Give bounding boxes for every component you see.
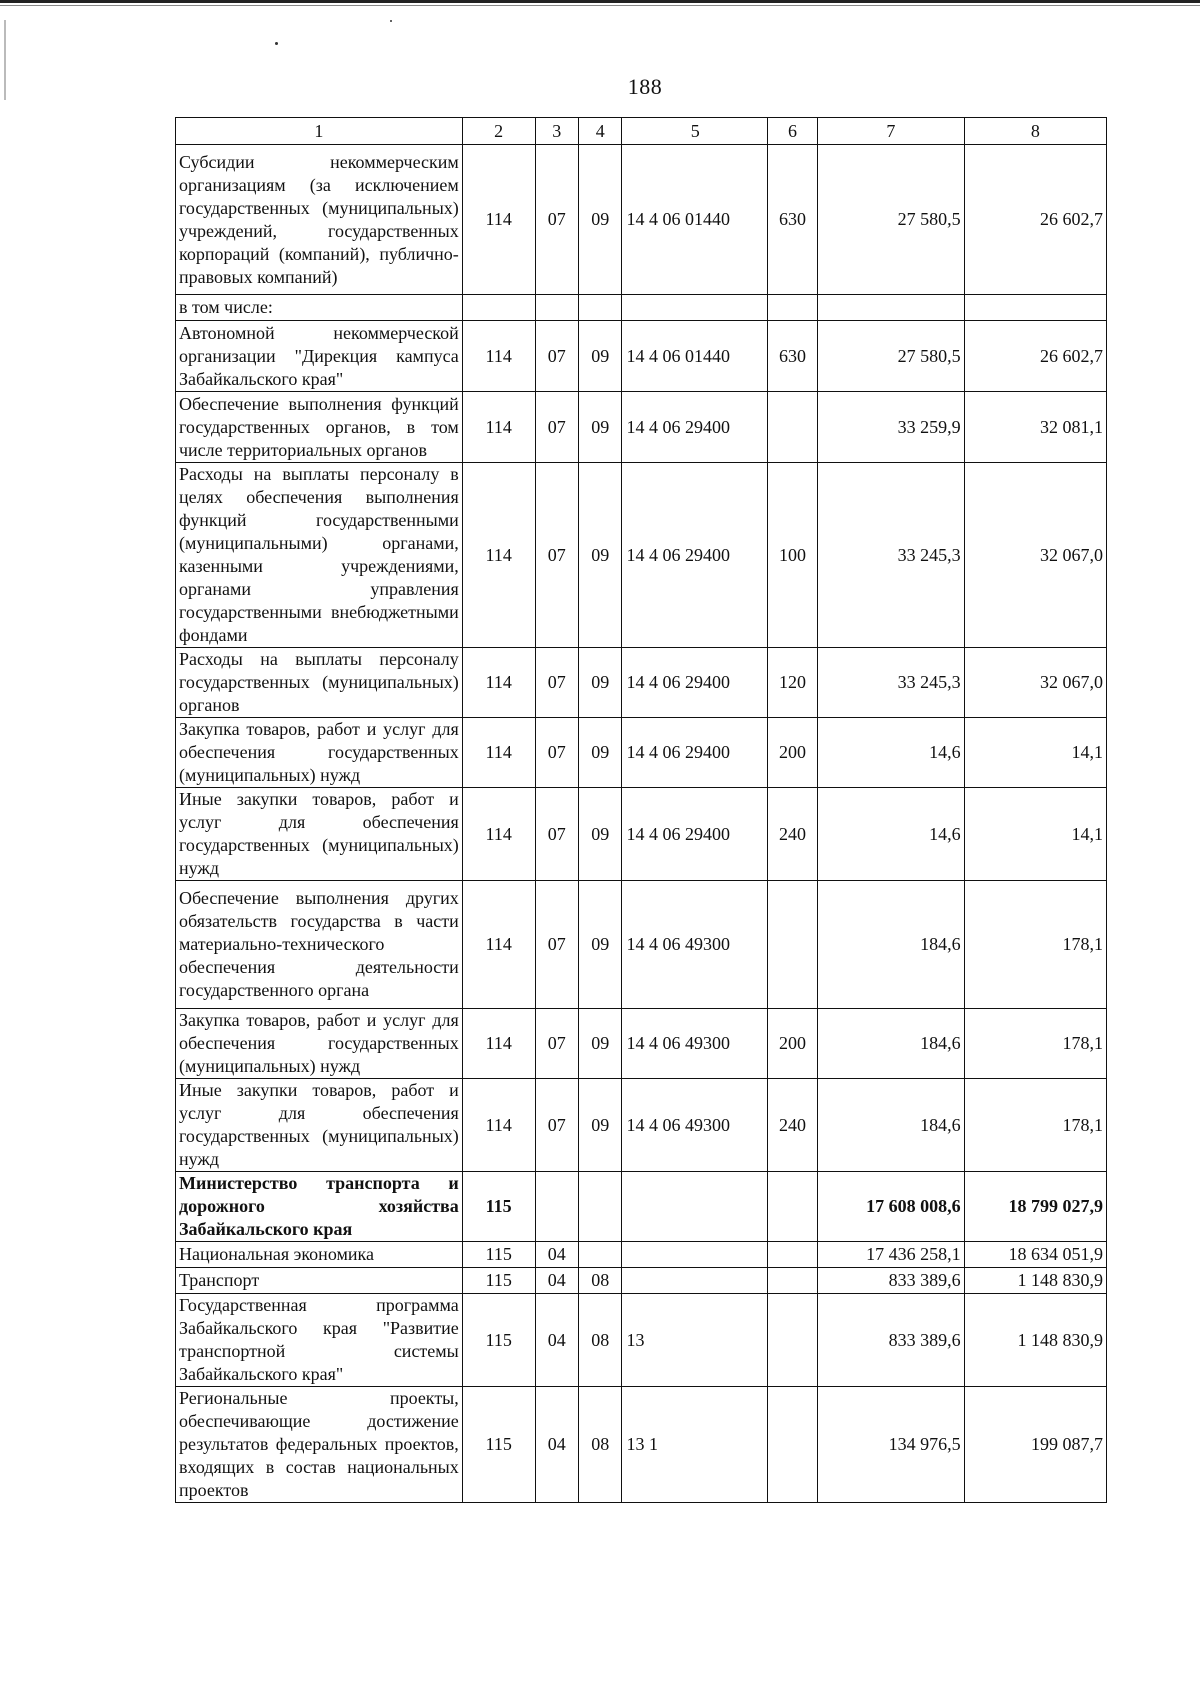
amount-year1-cell: 14,6 bbox=[818, 788, 965, 881]
ministry-code-cell: 115 bbox=[462, 1268, 535, 1294]
table-header-row bbox=[176, 118, 1107, 145]
expense-type-cell: 630 bbox=[768, 145, 818, 295]
scan-border-top bbox=[0, 0, 1200, 3]
target-article-cell: 14 4 06 29400 bbox=[622, 788, 768, 881]
ministry-code-cell: 114 bbox=[462, 1009, 535, 1079]
ministry-code-cell: 114 bbox=[462, 788, 535, 881]
amount-year1-cell: 184,6 bbox=[818, 1009, 965, 1079]
row-name-cell: Транспорт bbox=[176, 1268, 463, 1294]
subsection-cell: 09 bbox=[579, 788, 622, 881]
scan-speck bbox=[390, 20, 392, 22]
subsection-cell: 09 bbox=[579, 881, 622, 1009]
table-row bbox=[176, 295, 1107, 321]
table-row bbox=[176, 1242, 1107, 1268]
page-number: 188 bbox=[627, 74, 663, 99]
target-article-cell: 14 4 06 29400 bbox=[622, 392, 768, 463]
expense-type-cell bbox=[768, 1268, 818, 1294]
expense-type-cell bbox=[768, 392, 818, 463]
amount-year1-cell: 27 580,5 bbox=[818, 145, 965, 295]
ministry-code-cell: 115 bbox=[462, 1387, 535, 1503]
expense-type-cell: 100 bbox=[768, 463, 818, 648]
header-cell: 8 bbox=[964, 118, 1106, 145]
section-cell: 07 bbox=[535, 881, 578, 1009]
target-article-cell: 14 4 06 01440 bbox=[622, 145, 768, 295]
target-article-cell: 14 4 06 49300 bbox=[622, 1079, 768, 1172]
row-name-cell: Иные закупки товаров, работ и услуг для обеспечения государственных (муниципальных) нужд bbox=[176, 788, 463, 881]
amount-year1-cell: 184,6 bbox=[818, 1079, 965, 1172]
ministry-code-cell: 114 bbox=[462, 463, 535, 648]
expense-type-cell bbox=[768, 881, 818, 1009]
ministry-code-cell: 114 bbox=[462, 718, 535, 788]
section-cell: 04 bbox=[535, 1242, 578, 1268]
table-row bbox=[176, 392, 1107, 463]
row-name-cell: Субсидии некоммерческим организациям (за исключением государственных (муниципальных) учреждений, государственных корпораций (компаний), публично-правовых компаний) bbox=[176, 145, 463, 295]
ministry-code-cell: 114 bbox=[462, 321, 535, 392]
target-article-cell: 14 4 06 49300 bbox=[622, 1009, 768, 1079]
amount-year1-cell: 33 259,9 bbox=[818, 392, 965, 463]
amount-year2-cell: 32 067,0 bbox=[964, 463, 1106, 648]
scan-border-top-line bbox=[0, 5, 1200, 6]
section-cell: 07 bbox=[535, 718, 578, 788]
expense-type-cell bbox=[768, 1294, 818, 1387]
amount-year2-cell bbox=[964, 295, 1106, 321]
target-article-cell: 14 4 06 29400 bbox=[622, 718, 768, 788]
subsection-cell bbox=[579, 1172, 622, 1242]
section-cell bbox=[535, 1172, 578, 1242]
ministry-code-cell: 115 bbox=[462, 1294, 535, 1387]
section-cell: 07 bbox=[535, 1009, 578, 1079]
target-article-cell bbox=[622, 1268, 768, 1294]
row-name-cell: Обеспечение выполнения функций государственных органов, в том числе территориальных органов bbox=[176, 392, 463, 463]
target-article-cell: 13 bbox=[622, 1294, 768, 1387]
table-row bbox=[176, 881, 1107, 1009]
subsection-cell: 09 bbox=[579, 1079, 622, 1172]
amount-year2-cell: 14,1 bbox=[964, 788, 1106, 881]
table-row bbox=[176, 1009, 1107, 1079]
table-row bbox=[176, 788, 1107, 881]
target-article-cell: 14 4 06 29400 bbox=[622, 463, 768, 648]
amount-year2-cell: 32 067,0 bbox=[964, 648, 1106, 718]
subsection-cell: 08 bbox=[579, 1387, 622, 1503]
section-cell bbox=[535, 295, 578, 321]
amount-year2-cell: 178,1 bbox=[964, 1079, 1106, 1172]
table-row bbox=[176, 1387, 1107, 1503]
amount-year2-cell: 32 081,1 bbox=[964, 392, 1106, 463]
subsection-cell: 09 bbox=[579, 463, 622, 648]
subsection-cell: 09 bbox=[579, 718, 622, 788]
scan-speck bbox=[275, 42, 278, 45]
section-cell: 04 bbox=[535, 1294, 578, 1387]
amount-year2-cell: 178,1 bbox=[964, 881, 1106, 1009]
table-row bbox=[176, 1079, 1107, 1172]
row-name-cell: Региональные проекты, обеспечивающие достижение результатов федеральных проектов, входящих в состав национальных проектов bbox=[176, 1387, 463, 1503]
expense-type-cell: 240 bbox=[768, 788, 818, 881]
table-row bbox=[176, 321, 1107, 392]
budget-table bbox=[175, 117, 1107, 1503]
ministry-code-cell: 115 bbox=[462, 1172, 535, 1242]
header-cell: 1 bbox=[176, 118, 463, 145]
row-name-cell: Расходы на выплаты персоналу в целях обеспечения выполнения функций государственными (муниципальными) органами, казенными учреждениями, органами управления государственными внебюджетными фондами bbox=[176, 463, 463, 648]
section-cell: 07 bbox=[535, 648, 578, 718]
amount-year1-cell: 17 608 008,6 bbox=[818, 1172, 965, 1242]
table-row bbox=[176, 1294, 1107, 1387]
amount-year2-cell: 14,1 bbox=[964, 718, 1106, 788]
ministry-code-cell: 114 bbox=[462, 648, 535, 718]
amount-year2-cell: 1 148 830,9 bbox=[964, 1268, 1106, 1294]
subsection-cell: 09 bbox=[579, 321, 622, 392]
amount-year2-cell: 1 148 830,9 bbox=[964, 1294, 1106, 1387]
row-name-cell: Расходы на выплаты персоналу государственных (муниципальных) органов bbox=[176, 648, 463, 718]
row-name-cell: Государственная программа Забайкальского края "Развитие транспортной системы Забайкальского края" bbox=[176, 1294, 463, 1387]
expense-type-cell: 200 bbox=[768, 1009, 818, 1079]
row-name-cell: Закупка товаров, работ и услуг для обеспечения государственных (муниципальных) нужд bbox=[176, 718, 463, 788]
header-cell: 2 bbox=[462, 118, 535, 145]
subsection-cell: 09 bbox=[579, 392, 622, 463]
amount-year1-cell: 33 245,3 bbox=[818, 648, 965, 718]
table-row bbox=[176, 145, 1107, 295]
row-name-cell: Закупка товаров, работ и услуг для обеспечения государственных (муниципальных) нужд bbox=[176, 1009, 463, 1079]
amount-year1-cell: 17 436 258,1 bbox=[818, 1242, 965, 1268]
ministry-code-cell: 114 bbox=[462, 145, 535, 295]
expense-type-cell bbox=[768, 295, 818, 321]
amount-year2-cell: 178,1 bbox=[964, 1009, 1106, 1079]
amount-year1-cell: 134 976,5 bbox=[818, 1387, 965, 1503]
target-article-cell bbox=[622, 1242, 768, 1268]
expense-type-cell: 240 bbox=[768, 1079, 818, 1172]
table-row bbox=[176, 718, 1107, 788]
expense-type-cell bbox=[768, 1242, 818, 1268]
subsection-cell: 09 bbox=[579, 1009, 622, 1079]
section-cell: 07 bbox=[535, 145, 578, 295]
header-cell: 7 bbox=[818, 118, 965, 145]
section-cell: 07 bbox=[535, 463, 578, 648]
ministry-code-cell: 114 bbox=[462, 392, 535, 463]
section-cell: 07 bbox=[535, 788, 578, 881]
table-row bbox=[176, 1172, 1107, 1242]
amount-year2-cell: 18 799 027,9 bbox=[964, 1172, 1106, 1242]
section-cell: 04 bbox=[535, 1387, 578, 1503]
subsection-cell: 08 bbox=[579, 1268, 622, 1294]
target-article-cell bbox=[622, 295, 768, 321]
amount-year1-cell: 833 389,6 bbox=[818, 1294, 965, 1387]
amount-year2-cell: 26 602,7 bbox=[964, 321, 1106, 392]
ministry-code-cell bbox=[462, 295, 535, 321]
amount-year1-cell: 33 245,3 bbox=[818, 463, 965, 648]
amount-year1-cell: 27 580,5 bbox=[818, 321, 965, 392]
section-cell: 07 bbox=[535, 392, 578, 463]
section-cell: 04 bbox=[535, 1268, 578, 1294]
row-name-cell: Национальная экономика bbox=[176, 1242, 463, 1268]
amount-year2-cell: 199 087,7 bbox=[964, 1387, 1106, 1503]
row-name-cell: в том числе: bbox=[176, 295, 463, 321]
amount-year1-cell: 14,6 bbox=[818, 718, 965, 788]
expense-type-cell bbox=[768, 1387, 818, 1503]
amount-year1-cell bbox=[818, 295, 965, 321]
target-article-cell: 13 1 bbox=[622, 1387, 768, 1503]
row-name-cell: Обеспечение выполнения других обязательств государства в части материально-технического обеспечения деятельности государственного органа bbox=[176, 881, 463, 1009]
header-cell: 4 bbox=[579, 118, 622, 145]
target-article-cell: 14 4 06 49300 bbox=[622, 881, 768, 1009]
header-cell: 3 bbox=[535, 118, 578, 145]
subsection-cell bbox=[579, 1242, 622, 1268]
subsection-cell: 09 bbox=[579, 648, 622, 718]
header-cell: 5 bbox=[622, 118, 768, 145]
subsection-cell: 09 bbox=[579, 145, 622, 295]
row-name-cell: Иные закупки товаров, работ и услуг для обеспечения государственных (муниципальных) нужд bbox=[176, 1079, 463, 1172]
ministry-code-cell: 114 bbox=[462, 1079, 535, 1172]
table-row bbox=[176, 463, 1107, 648]
ministry-code-cell: 115 bbox=[462, 1242, 535, 1268]
amount-year1-cell: 833 389,6 bbox=[818, 1268, 965, 1294]
amount-year2-cell: 18 634 051,9 bbox=[964, 1242, 1106, 1268]
expense-type-cell: 120 bbox=[768, 648, 818, 718]
row-name-cell: Министерство транспорта и дорожного хозяйства Забайкальского края bbox=[176, 1172, 463, 1242]
target-article-cell bbox=[622, 1172, 768, 1242]
expense-type-cell: 200 bbox=[768, 718, 818, 788]
table-row bbox=[176, 648, 1107, 718]
section-cell: 07 bbox=[535, 321, 578, 392]
subsection-cell bbox=[579, 295, 622, 321]
target-article-cell: 14 4 06 01440 bbox=[622, 321, 768, 392]
expense-type-cell bbox=[768, 1172, 818, 1242]
subsection-cell: 08 bbox=[579, 1294, 622, 1387]
table-row bbox=[176, 1268, 1107, 1294]
amount-year2-cell: 26 602,7 bbox=[964, 145, 1106, 295]
header-cell: 6 bbox=[768, 118, 818, 145]
section-cell: 07 bbox=[535, 1079, 578, 1172]
target-article-cell: 14 4 06 29400 bbox=[622, 648, 768, 718]
amount-year1-cell: 184,6 bbox=[818, 881, 965, 1009]
expense-type-cell: 630 bbox=[768, 321, 818, 392]
row-name-cell: Автономной некоммерческой организации "Дирекция кампуса Забайкальского края" bbox=[176, 321, 463, 392]
ministry-code-cell: 114 bbox=[462, 881, 535, 1009]
